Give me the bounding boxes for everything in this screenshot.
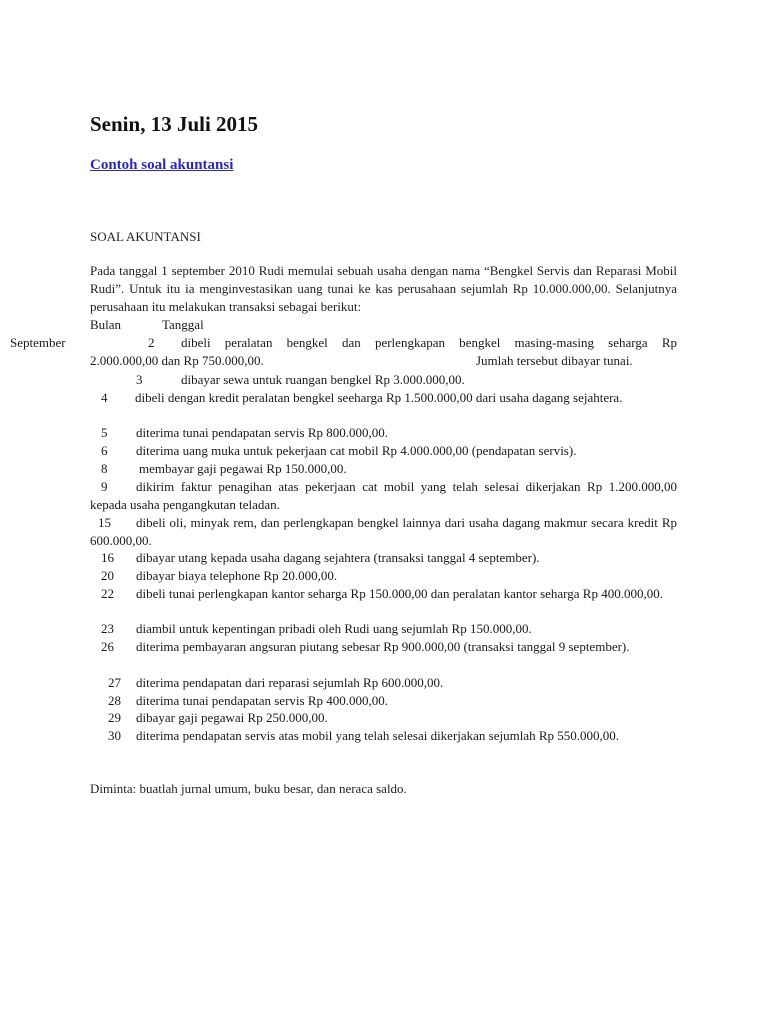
entry-description-note: Jumlah tersebut dibayar tunai. <box>476 353 633 368</box>
entry-date-number: 3 <box>136 372 143 387</box>
entry-description: dibayar biaya telephone Rp 20.000,00. <box>136 568 338 583</box>
entry-date-number: 15 <box>98 515 111 530</box>
entry-date-number: 20 <box>101 568 114 583</box>
entry-date-number: 9 <box>101 479 108 494</box>
entry-description: dibeli tunai perlengkapan kantor seharga Rp 150.000,00 dan peralatan kantor seharga Rp 400.000,00. <box>136 586 663 601</box>
entry-date-number: 26 <box>101 639 114 654</box>
entry-description: diterima tunai pendapatan servis Rp 800.000,00. <box>136 425 389 440</box>
post-title-link[interactable]: Contoh soal akuntansi <box>90 157 234 173</box>
entry-description: diterima tunai pendapatan servis Rp 400.000,00. <box>136 693 389 708</box>
entry-date-number: 29 <box>108 710 121 725</box>
entry-description: dibeli oli, minyak rem, dan perlengkapan bengkel lainnya dari usaha dagang makmur secara kredit Rp 600.000,00. <box>90 515 677 548</box>
entry-date-number: 16 <box>101 550 114 565</box>
entry-description: diambil untuk kepentingan pribadi oleh Rudi uang sejumlah Rp 150.000,00. <box>136 621 532 636</box>
month-label: September <box>10 335 66 350</box>
entry-date-number: 30 <box>108 728 121 743</box>
entry-date-number: 28 <box>108 693 121 708</box>
section-heading: SOAL AKUNTANSI <box>90 229 201 244</box>
entry-description: dibeli peralatan bengkel dan perlengkapan bengkel masing-masing seharga Rp <box>181 335 677 350</box>
entry-description: dibeli dengan kredit peralatan bengkel seeharga Rp 1.500.000,00 dari usaha dagang sejahtera. <box>135 390 623 405</box>
entry-description: dibayar sewa untuk ruangan bengkel Rp 3.000.000,00. <box>181 372 465 387</box>
entry-description: diterima pembayaran angsuran piutang sebesar Rp 900.000,00 (transaksi tanggal 9 september). <box>136 639 630 654</box>
entry-date-number: 23 <box>101 621 114 636</box>
entry-date-number: 22 <box>101 586 114 601</box>
column-header-month: Bulan <box>90 317 122 332</box>
entry-description: dibayar gaji pegawai Rp 250.000,00. <box>136 710 328 725</box>
entry-date-number: 27 <box>108 675 121 690</box>
entry-date-number: 5 <box>101 425 108 440</box>
entry-description: membayar gaji pegawai Rp 150.000,00. <box>139 461 347 476</box>
entry-date-number: 8 <box>101 461 108 476</box>
task-instruction: Diminta: buatlah jurnal umum, buku besar, dan neraca saldo. <box>90 781 407 796</box>
column-header-date: Tanggal <box>162 317 204 332</box>
entry-description: diterima uang muka untuk pekerjaan cat mobil Rp 4.000.000,00 (pendapatan servis). <box>136 443 577 458</box>
entry-description: dikirim faktur penagihan atas pekerjaan cat mobil yang telah selesai dikerjakan Rp 1.200.000,00 kepada usaha pengangkutan teladan. <box>90 479 677 512</box>
entry-date-number: 6 <box>101 443 108 458</box>
entry-description: diterima pendapatan dari reparasi sejumlah Rp 600.000,00. <box>136 675 444 690</box>
intro-paragraph: Pada tanggal 1 september 2010 Rudi memulai sebuah usaha dengan nama “Bengkel Servis dan Reparasi Mobil Rudi”. Untuk itu ia menginvestasikan uang tunai ke kas perusahaan sejumlah Rp 10.000.000,00. Selanjutnya perusahaan itu melakukan transaksi sebagai berikut: <box>90 263 677 314</box>
entry-date-number: 2 <box>148 335 155 350</box>
entry-description: diterima pendapatan servis atas mobil yang telah selesai dikerjakan sejumlah Rp 550.000,00. <box>136 728 620 743</box>
post-date-heading: Senin, 13 Juli 2015 <box>90 112 259 136</box>
entry-description: dibayar utang kepada usaha dagang sejahtera (transaksi tanggal 4 september). <box>136 550 540 565</box>
entry-date-number: 4 <box>101 390 108 405</box>
entry-description-continued: 2.000.000,00 dan Rp 750.000,00. <box>90 353 264 368</box>
